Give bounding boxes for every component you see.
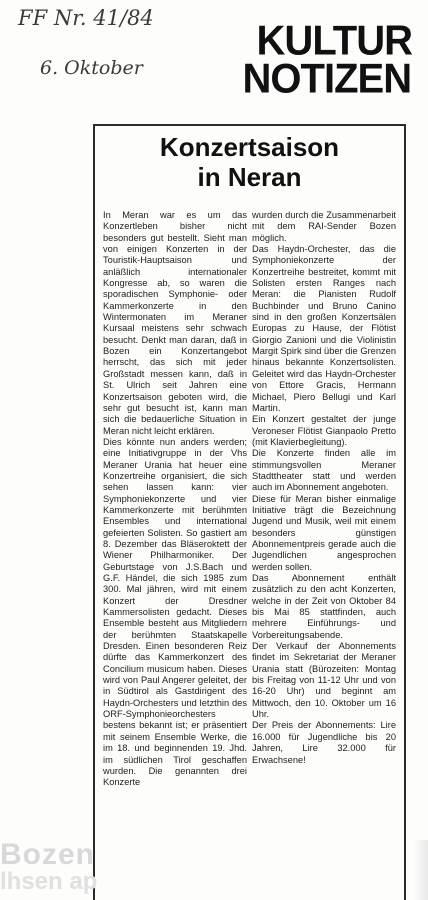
bleed-through-text: lhsen ap [0,868,98,895]
paragraph: Der Preis der Abonnements: Lire 16.000 für Jugendliche bis 20 Jahren, Lire 32.000 für Erwachsene! [252,720,396,765]
section-header-notizen: NOTIZEN [242,55,412,103]
article-body [103,210,396,789]
handwritten-date-note: 6. Oktober [40,57,143,79]
paragraph: Der Verkauf der Abonnements findet im Sekretariat der Meraner Urania statt (Bürozeiten: Montag bis Freitag von 11-12 Uhr und von 16-20 Uhr) und beginnt am Mittwoch, den 10. Oktober um 16 Uhr. [252,641,396,720]
paragraph: Die Konzerte finden alle im stimmungsvollen Meraner Stadttheater statt und werden auch im Abonnement angeboten. [252,448,396,493]
paragraph: Das Abonnement enthält zusätzlich zu den acht Konzerten, welche in der Zeit von Oktober 84 bis Mai 85 stattfinden, auch mehrere Einführungs- und Vorbereitungsabende. [252,573,396,640]
page-edge-shadow [414,840,428,900]
section-header-kultur: KULTUR [256,17,412,65]
article-headline [93,132,406,192]
headline-line-1: Konzertsaison [159,132,340,162]
bleed-through-text: Bozen [0,838,95,871]
paragraph: Das Haydn-Orchester, das die Symphoniekonzerte der Konzertreihe bestreitet, kommt mit Solisten ersten Ranges nach Meran: die Pianisten Rudolf Buchbinder und Bruno Canino sind in den großen Konzertsälen Europas zu Hause, der Flötist Giorgio Zanioni und die Violinistin Margit Spirk sind über die Grenzen hinaus bekannte Konzertsolisten. Geleitet wird das Haydn-Orchester von Ettore Gracis, Hermann Michael, Piero Bellugi und Karl Martin. [252,244,396,413]
paragraph: wurden durch die Zusammenarbeit mit dem RAI-Sender Bozen möglich. [252,210,396,243]
paragraph: Dies könnte nun anders werden; eine Initiativgruppe in der Vhs Meraner Urania hat heuer eine Konzertreihe organisiert, die sich sehen lassen kann: vier Symphoniekonzerte und vier Kammerkonzerte mit berühmten Ensembles und international gefeierten Solisten. So gastiert am 8. Dezember das Bläseroktett der Wiener Philharmoniker. Der Geburtstage von J.S.Bach und G.F. Händel, die sich 1985 zum 300. Mal jähren, wird mit einem Konzert der Dresdner Kammersolisten gedacht. Dieses Ensemble besteht aus Mitgliedern der berühmten Staatskapelle Dresden. Einen besonderen Reiz dürfte das Kammerkonzert des Concilium musicum haben. Dieses wird von Paul Angerer geleitet, der in Südtirol als Gastdirigent des Haydn-Orchesters und letzthin des ORF-Symphonieorchesters bestens bekannt ist; er präsentiert mit seinem Ensemble Werke, die im 18. und beginnenden 19. Jhd. im südlichen Tirol geschaffen wurden. Die genannten drei Konzerte [103,436,247,788]
headline-line-2: in Neran [197,162,302,192]
paragraph: Diese für Meran bisher einmalige Initiative trägt die Bezeichnung Jugend und Musik, weil mit einem besonders günstigen Abonnementpreis gerade auch die Jugendlichen angesprochen werden sollen. [252,493,396,572]
paragraph: Ein Konzert gestaltet der junge Veroneser Flötist Gianpaolo Pretto (mit Klavierbegleitung). [252,414,396,447]
section-header [242,17,412,103]
article-column-left [103,210,247,789]
article-column-right [252,210,396,789]
paragraph: In Meran war es um das Konzertleben bisher nicht besonders gut bestellt. Sieht man von einigen Konzerten in der Touristik-Hauptsaison und anläßlich internationaler Kongresse ab, so waren die sporadischen Symphonie- oder Kammerkonzerte in den Wintermonaten im Meraner Kursaal meistens sehr schwach besucht. Denkt man daran, daß in Bozen ein Konzertangebot herrscht, das sich mit jeder Großstadt messen kann, daß in St. Ulrich seit Jahren eine Konzertsaison geboten wird, die sehr gut besucht ist, kann man sich die bedauerliche Situation in Meran nicht leicht erklären. [103,210,247,436]
handwritten-issue-note: FF Nr. 41/84 [18,6,154,30]
